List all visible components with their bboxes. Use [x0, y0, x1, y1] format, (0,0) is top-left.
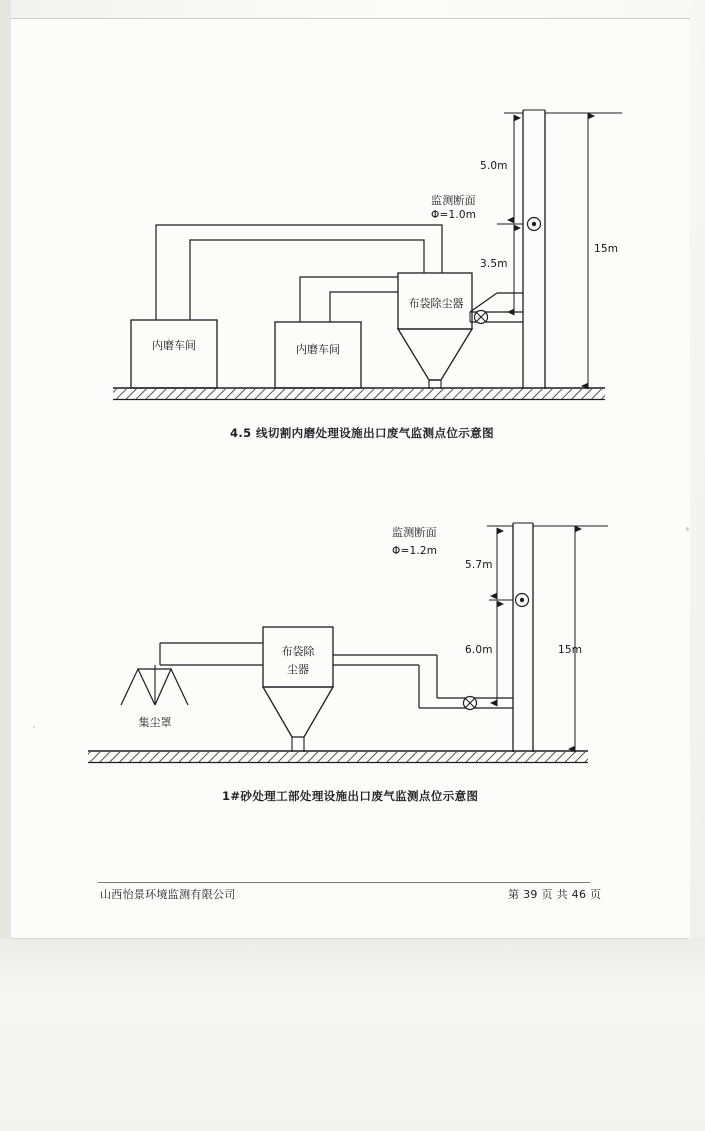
top-height-above-label: 5.0m: [480, 160, 508, 172]
damper-valve-bottom: [464, 697, 477, 710]
ground-hatch-top: [113, 389, 605, 399]
bottom-diameter-label: Φ=1.2m: [392, 545, 438, 557]
top-section-title-label: 监测断面: [431, 194, 476, 207]
bottom-section-title-label: 监测断面: [392, 526, 437, 539]
top-workshop-2-label: 内磨车间: [296, 343, 340, 356]
figure-top-graphics: [113, 110, 622, 400]
top-height-below-label: 3.5m: [480, 258, 508, 270]
bottom-dust-hood-label: 集尘罩: [138, 716, 172, 729]
damper-valve-top: [475, 311, 488, 324]
footer-divider: [98, 882, 590, 883]
ground-hatch-bottom: [88, 752, 588, 762]
top-stack-height-label: 15m: [594, 243, 619, 255]
scan-speck: [686, 527, 689, 531]
bottom-dust-collector-label-line1: 布袋除: [281, 645, 315, 658]
figure-top-caption: 4.5 线切割内磨处理设施出口废气监测点位示意图: [230, 426, 494, 440]
figure-bottom-caption: 1#砂处理工部处理设施出口废气监测点位示意图: [222, 789, 479, 803]
scan-speck: [33, 726, 35, 728]
footer-company: 山西怡景环境监测有限公司: [100, 888, 236, 901]
footer-page-number: 第 39 页 共 46 页: [508, 888, 602, 901]
bottom-stack-height-label: 15m: [558, 644, 583, 656]
bottom-height-above-label: 5.7m: [465, 559, 493, 571]
top-diameter-label: Φ=1.0m: [431, 209, 477, 221]
bottom-dust-collector-label-line2: 尘器: [287, 663, 309, 676]
top-dust-collector-label: 布袋除尘器: [408, 297, 464, 310]
bottom-height-below-label: 6.0m: [465, 644, 493, 656]
top-workshop-1-label: 内磨车间: [152, 339, 196, 352]
